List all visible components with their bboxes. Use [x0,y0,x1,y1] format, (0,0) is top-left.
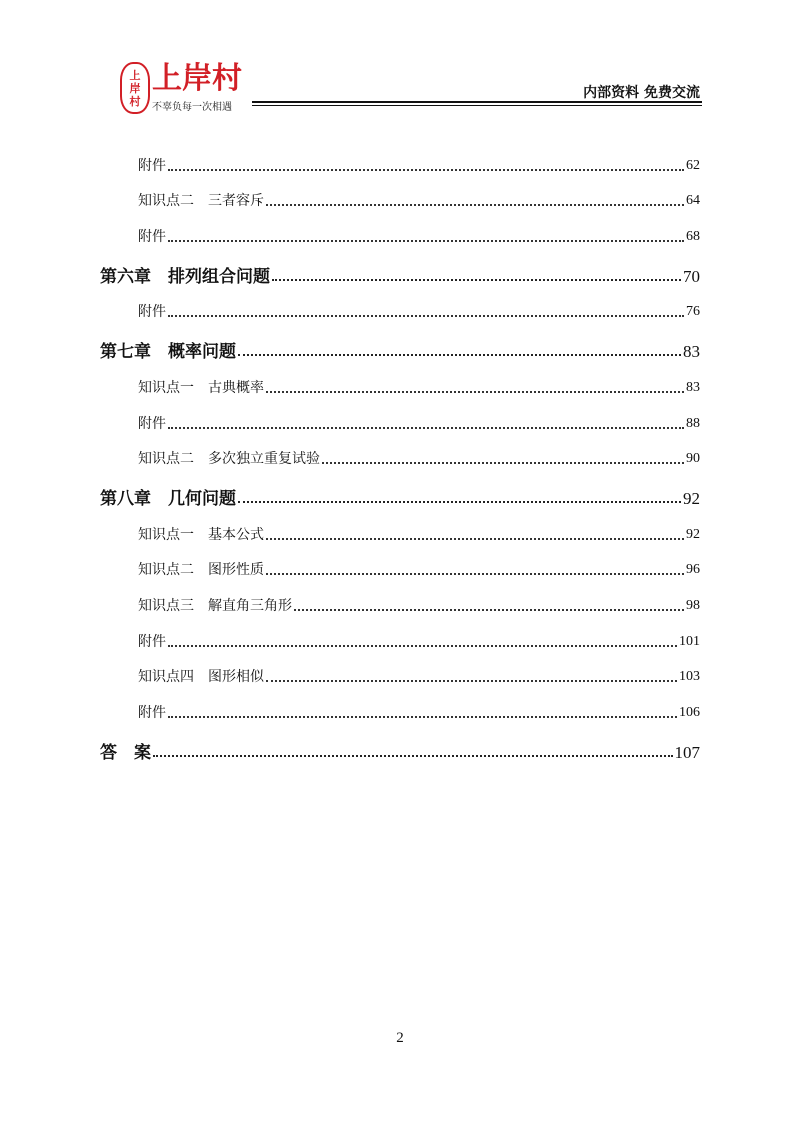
toc-entry-page: 92 [683,489,700,509]
toc-entry-page: 76 [686,304,700,320]
toc-entry-page: 70 [683,266,700,286]
toc-entry[interactable] [100,140,700,176]
dot-leader [266,538,684,540]
dot-leader [168,315,684,317]
brand-name: 上岸村 [152,61,242,96]
toc-entry-title: 第八章 几何问题 [100,489,236,510]
toc-entry[interactable] [100,362,700,398]
toc-entry-title: 知识点二 图形性质 [138,562,264,579]
toc-entry-title: 附件 [138,415,166,432]
toc-entry-title: 知识点二 多次独立重复试验 [138,451,320,468]
brand-slogan: 不辜负每一次相遇 [152,102,232,113]
toc-entry[interactable] [100,687,700,723]
toc-entry-title: 知识点一 基本公式 [138,526,264,543]
dot-leader [168,645,677,647]
toc-entry-page: 98 [686,597,700,613]
toc-entry[interactable] [100,580,700,616]
dot-leader [238,354,681,356]
toc-entry-title: 附件 [138,704,166,721]
dot-leader [168,427,684,429]
toc-entry-title: 知识点一 古典概率 [138,379,264,396]
dot-leader [168,716,677,718]
toc-entry[interactable] [100,509,700,545]
dot-leader [272,279,681,281]
toc-entry-title: 知识点二 三者容斥 [138,193,264,210]
dot-leader [266,573,684,575]
toc-entry[interactable] [100,211,700,247]
toc-chapter-entry[interactable] [100,469,700,509]
toc-entry[interactable] [100,545,700,581]
toc-entry-title: 知识点四 图形相似 [138,669,264,686]
toc-entry-title: 第六章 排列组合问题 [100,266,270,287]
toc-chapter-entry[interactable] [100,322,700,362]
toc-entry-page: 83 [683,342,700,362]
toc-entry-page: 96 [686,562,700,578]
toc-entry-title: 答 案 [100,742,151,763]
toc-entry-title: 附件 [138,228,166,245]
dot-leader [266,391,684,393]
toc-entry-page: 64 [686,193,700,209]
header-notice: 内部资料 免费交流 [583,85,700,101]
toc-entry[interactable] [100,652,700,688]
toc-entry[interactable] [100,287,700,323]
toc-entry[interactable] [100,434,700,470]
toc-entry-page: 62 [686,157,700,173]
toc-entry-page: 90 [686,451,700,467]
dot-leader [168,169,684,171]
toc-chapter-entry[interactable] [100,723,700,763]
page-number: 2 [396,1030,404,1046]
toc-entry[interactable] [100,398,700,434]
toc-entry[interactable] [100,176,700,212]
header-rule [252,101,702,103]
toc-entry-title: 附件 [138,157,166,174]
dot-leader [294,609,684,611]
toc-entry-page: 103 [679,669,700,685]
dot-leader [322,462,684,464]
page-header [0,0,800,120]
dot-leader [266,204,684,206]
toc-entry-page: 92 [686,526,700,542]
brand-logo [120,60,260,115]
toc-chapter-entry[interactable] [100,247,700,287]
toc-entry-page: 107 [674,742,700,762]
table-of-contents [100,140,700,763]
toc-entry-page: 83 [686,379,700,395]
seal-icon: 上 岸 村 [120,62,150,114]
toc-entry-title: 附件 [138,304,166,321]
toc-entry-page: 68 [686,228,700,244]
dot-leader [168,240,684,242]
toc-entry-title: 第七章 概率问题 [100,342,236,363]
toc-entry-title: 知识点三 解直角三角形 [138,597,292,614]
dot-leader [153,755,673,757]
toc-entry[interactable] [100,616,700,652]
dot-leader [238,501,681,503]
toc-entry-title: 附件 [138,633,166,650]
toc-entry-page: 106 [679,704,700,720]
header-rule-thin [252,105,702,106]
dot-leader [266,680,677,682]
toc-entry-page: 101 [679,633,700,649]
toc-entry-page: 88 [686,415,700,431]
